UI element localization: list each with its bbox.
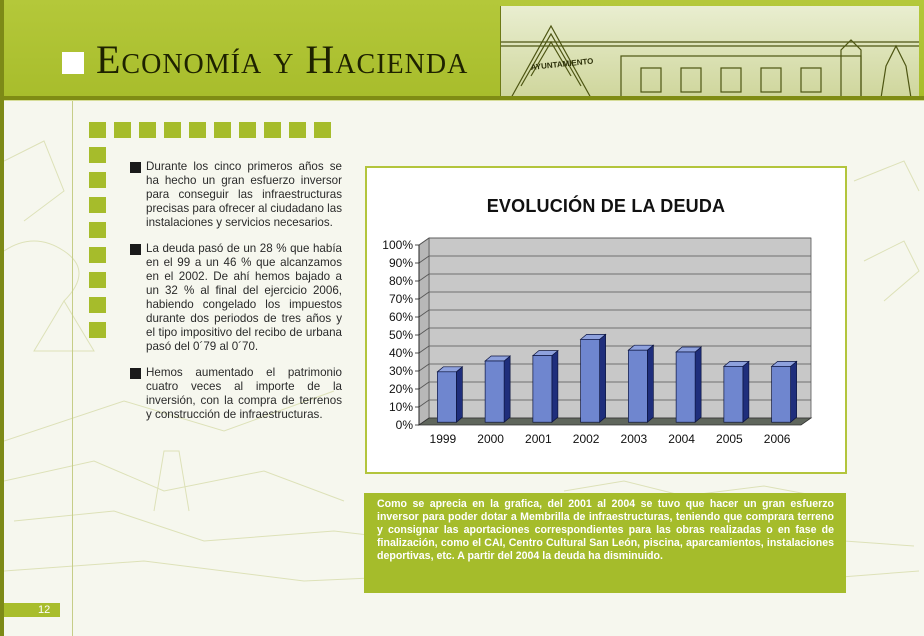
chart-bar (628, 350, 647, 422)
decor-square (264, 122, 281, 138)
bullet-item (128, 160, 342, 230)
chart-x-tick-label: 2001 (525, 432, 552, 446)
chart-bar (437, 372, 456, 422)
decor-square (89, 197, 106, 213)
chart-x-tick-label: 2005 (716, 432, 743, 446)
chart-bar (533, 356, 552, 423)
chart-y-tick-label: 10% (388, 400, 413, 414)
chart-x-tick-label: 2000 (477, 432, 504, 446)
chart-y-tick-label: 0% (395, 418, 413, 432)
summary-box (364, 493, 846, 593)
bullet-item (128, 366, 342, 422)
decor-square (239, 122, 256, 138)
chart-bar (724, 366, 743, 422)
chart-y-tick-label: 30% (388, 364, 413, 378)
decor-square (214, 122, 231, 138)
chart-bar (485, 361, 504, 422)
header-photo (500, 6, 919, 98)
bullet-text: La deuda pasó de un 28 % que había en el 99 a un 46 % que alcanzamos en el 2002. De ahí hemos bajado a un 32 % al final del ejercicio 2006, habiendo congelado los impuestos durante dos periodos de tres años y el tipo impositivo del recibo de urbana pasó del 0´79 al 0´70. (146, 242, 342, 353)
footer-bar (4, 603, 60, 617)
chart-bar-side (504, 356, 510, 422)
decor-square (89, 147, 106, 163)
debt-chart (365, 166, 847, 474)
chart-y-tick-label: 60% (388, 310, 413, 324)
chart-bar-side (695, 347, 701, 422)
decor-square (89, 172, 106, 188)
page-number: 12 (38, 604, 51, 616)
chart-bar-side (743, 361, 749, 422)
chart-x-tick-label: 2003 (620, 432, 648, 446)
decor-square (89, 247, 106, 263)
chart-y-tick-label: 20% (388, 382, 413, 396)
summary-text: Como se aprecia en la grafica, del 2001 al 2004 se tuvo que hacer un gran esfuerzo inversor para poder dotar a Membrilla de infraestructuras, teniendo que comprara terreno y consignar las aportaciones correspondientes para las obras realizadas o en fase de finalización, como el CAI, Centro Cultural San León, piscina, aparcamientos, instalaciones deportivas, etc. A partir del 2004 la deuda ha disminuido. (377, 498, 834, 562)
photo-sign-text: AYUNTAMIENTO (530, 56, 594, 72)
chart-floor (419, 418, 811, 425)
chart-x-tick-label: 2004 (668, 432, 695, 446)
decor-square (314, 122, 331, 138)
title-square-icon (62, 52, 84, 74)
chart-y-tick-label: 70% (388, 292, 413, 306)
chart-bar-side (791, 361, 797, 422)
chart-bar-side (600, 334, 606, 422)
chart-y-tick-label: 40% (388, 346, 413, 360)
chart-bar (772, 366, 791, 422)
decor-square (289, 122, 306, 138)
chart-bar-side (552, 351, 558, 423)
chart-x-tick-label: 1999 (429, 432, 457, 446)
bullet-text: Durante los cinco primeros años se ha hecho un gran esfuerzo inversor para conseguir las infraestructuras precisas para ofrecer al ciudadano las instalaciones y servicios necesarios. (146, 160, 342, 229)
bullet-list (128, 160, 342, 434)
chart-bar-side (456, 367, 462, 422)
town-hall-illustration (501, 6, 919, 98)
decor-square (139, 122, 156, 138)
page-title: Economía y Hacienda (96, 37, 469, 82)
chart-y-tick-label: 50% (388, 328, 413, 342)
decor-square (89, 222, 106, 238)
bullet-square-icon (130, 368, 141, 379)
decor-square (89, 297, 106, 313)
chart-y-tick-label: 80% (388, 274, 413, 288)
decor-square (89, 272, 106, 288)
chart-x-tick-label: 2006 (763, 432, 791, 446)
bullet-item (128, 242, 342, 354)
chart-bar-side (647, 345, 653, 422)
decor-square (89, 322, 106, 338)
decor-square (189, 122, 206, 138)
bullet-text: Hemos aumentado el patrimonio cuatro veces al importe de la inversión, con la compra de terrenos y construcción de infraestructuras. (146, 366, 342, 421)
chart-bar (581, 339, 600, 422)
chart-y-tick-label: 90% (388, 256, 413, 270)
decor-square (114, 122, 131, 138)
decor-square (89, 122, 106, 138)
chart-y-tick-label: 100% (382, 238, 413, 252)
bullet-square-icon (130, 244, 141, 255)
header-divider-light (4, 100, 924, 101)
chart-title: EVOLUCIÓN DE LA DEUDA (486, 196, 726, 216)
decor-square (164, 122, 181, 138)
chart-x-tick-label: 2002 (572, 432, 600, 446)
chart-bar (676, 352, 695, 422)
bullet-square-icon (130, 162, 141, 173)
